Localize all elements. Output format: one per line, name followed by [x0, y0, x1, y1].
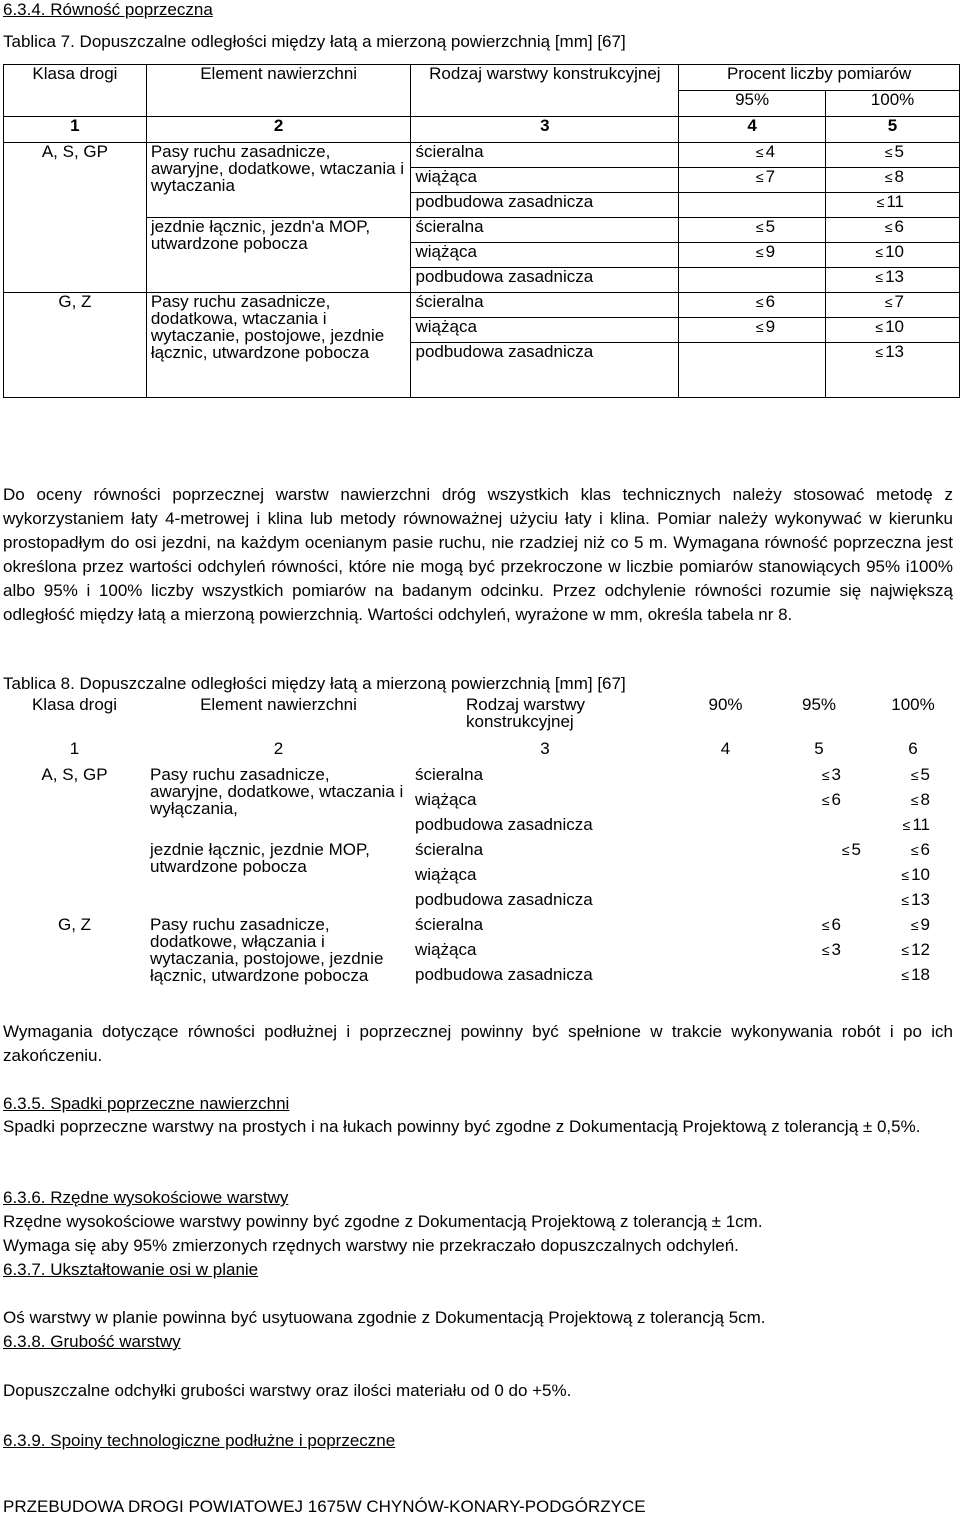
- t8-num-1: 1: [69, 739, 80, 758]
- t7-val95: ≤ 4: [679, 143, 826, 168]
- t7-val100: ≤ 10: [826, 318, 960, 343]
- t7-val100: ≤ 6: [826, 218, 960, 243]
- page-footer: PRZEBUDOWA DROGI POWIATOWEJ 1675W CHYNÓW-KONARY-PODGÓRZYCE: [3, 1497, 646, 1516]
- t8-layer: ścieralna: [415, 765, 484, 784]
- t7-val95: [679, 268, 826, 293]
- t8-klasa-a-s-gp: A, S, GP: [41, 765, 108, 784]
- t7-num-1: 1: [4, 117, 147, 143]
- t7-header-klasa: Klasa drogi: [4, 65, 147, 117]
- t8-val90: [679, 966, 772, 1014]
- t8-header-rodzaj: Rodzaj warstwy konstrukcyjnej: [466, 695, 586, 731]
- t8-val100: ≤ 11: [902, 815, 930, 834]
- t7-val100: ≤ 11: [826, 193, 960, 218]
- paragraph-grubosc: Dopuszczalne odchyłki grubości warstwy oraz ilości materiału od 0 do +5%.: [3, 1381, 572, 1400]
- t7-val100: ≤ 7: [826, 293, 960, 318]
- t8-header-klasa: Klasa drogi: [31, 695, 118, 714]
- t8-header-100: 100%: [891, 695, 935, 714]
- t7-val95: ≤ 9: [679, 318, 826, 343]
- table-7: [3, 64, 960, 398]
- t8-val95: ≤ 3: [821, 765, 841, 784]
- t8-val100: ≤ 18: [901, 965, 930, 984]
- t8-header-element: Element nawierzchni: [200, 695, 357, 714]
- t7-layer: wiążąca: [411, 243, 679, 268]
- t7-element-2: jezdnie łącznic, jezdn'a MOP, utwardzone pobocza: [146, 218, 411, 293]
- t7-val95: ≤ 7: [679, 168, 826, 193]
- t8-val100: ≤ 12: [901, 940, 930, 959]
- t8-val95: [772, 866, 866, 891]
- t7-layer: podbudowa zasadnicza: [411, 268, 679, 293]
- t8-val100: ≤ 10: [901, 865, 930, 884]
- t8-val90: [679, 816, 772, 841]
- t8-val100: ≤ 13: [901, 890, 930, 909]
- t8-val100: ≤ 5: [910, 765, 930, 784]
- section-635-heading: 6.3.5. Spadki poprzeczne nawierzchni: [3, 1094, 290, 1113]
- t8-num-5: 5: [814, 739, 824, 758]
- t8-num-3: 3: [540, 739, 550, 758]
- table-8: [3, 696, 960, 1014]
- t7-header-rodzaj: Rodzaj warstwy konstrukcyjnej: [411, 65, 679, 117]
- t8-val90: [679, 891, 772, 916]
- t7-layer: wiążąca: [411, 168, 679, 193]
- t7-klasa-a-s-gp: A, S, GP: [4, 143, 147, 293]
- t7-layer: ścieralna: [411, 218, 679, 243]
- section-637-heading: 6.3.7. Ukształtowanie osi w planie: [3, 1260, 259, 1279]
- t7-val95: [679, 193, 826, 218]
- t8-element-3: Pasy ruchu zasadnicze, dodatkowe, włączania i wytaczania, postojowe, jezdnie łącznic, utwardzone pobocza: [150, 915, 384, 985]
- paragraph-rzedne-1: Rzędne wysokościowe warstwy powinny być zgodne z Dokumentacją Projektową z tolerancją ± 1cm.: [3, 1212, 763, 1231]
- t7-num-2: 2: [146, 117, 411, 143]
- t8-val95: [772, 891, 866, 916]
- t7-num-5: 5: [826, 117, 960, 143]
- t8-klasa-g-z: G, Z: [57, 915, 92, 934]
- t8-num-2: 2: [273, 739, 284, 758]
- t7-val100: ≤ 13: [826, 343, 960, 398]
- t8-layer: ścieralna: [415, 840, 484, 859]
- t7-num-3: 3: [411, 117, 679, 143]
- t7-layer: podbudowa zasadnicza: [411, 193, 679, 218]
- t7-layer: wiążąca: [411, 318, 679, 343]
- t8-val95: ≤ 6: [821, 790, 841, 809]
- t7-val100: ≤ 13: [826, 268, 960, 293]
- t8-val95: ≤ 6: [821, 915, 841, 934]
- t7-header-95: 95%: [679, 91, 826, 117]
- table7-caption: Tablica 7. Dopuszczalne odległości między łatą a mierzoną powierzchnią [mm] [67]: [3, 32, 626, 51]
- t7-header-element: Element nawierzchni: [146, 65, 411, 117]
- t8-val90: [679, 841, 772, 866]
- t8-val90: [679, 866, 772, 891]
- t7-val95: [679, 343, 826, 398]
- t8-val90: [679, 916, 772, 941]
- paragraph-wymagania: Wymagania dotyczące równości podłużnej i poprzecznej powinny być spełnione w trakcie wykonywania robót i po ich zakończeniu.: [3, 1022, 953, 1065]
- paragraph-spadki: Spadki poprzeczne warstwy na prostych i na łukach powinny być zgodne z Dokumentacją Projektową z tolerancją ± 0,5%.: [3, 1117, 921, 1136]
- t8-val100: ≤ 8: [910, 790, 930, 809]
- t8-header-95: 95%: [801, 695, 837, 714]
- t8-layer: podbudowa zasadnicza: [415, 815, 593, 834]
- t7-header-procent: Procent liczby pomiarów: [679, 65, 960, 91]
- t7-val95: ≤ 9: [679, 243, 826, 268]
- t8-element-2: jezdnie łącznic, jezdnie MOP, utwardzone pobocza: [150, 840, 370, 876]
- t7-header-100: 100%: [826, 91, 960, 117]
- section-636-heading: 6.3.6. Rzędne wysokościowe warstwy: [3, 1188, 289, 1207]
- t7-layer: podbudowa zasadnicza: [411, 343, 679, 398]
- t7-element-1: Pasy ruchu zasadnicze, awaryjne, dodatkowe, wtaczania i wytaczania: [146, 143, 411, 218]
- t8-layer: wiążąca: [415, 790, 477, 809]
- t8-val90: [679, 791, 772, 816]
- t8-val95: [772, 816, 866, 841]
- t7-klasa-g-z: G, Z: [4, 293, 147, 398]
- t7-val95: ≤ 5: [679, 218, 826, 243]
- t8-val100: ≤ 9: [910, 915, 930, 934]
- t7-val95: ≤ 6: [679, 293, 826, 318]
- section-638-heading: 6.3.8. Grubość warstwy: [3, 1332, 181, 1351]
- t8-val90: [679, 941, 772, 966]
- t7-layer: ścieralna: [411, 143, 679, 168]
- t8-layer: podbudowa zasadnicza: [415, 890, 593, 909]
- t8-num-6: 6: [908, 739, 918, 758]
- t8-layer: ścieralna: [415, 915, 484, 934]
- t8-header-90: 90%: [708, 695, 743, 714]
- t7-val100: ≤ 10: [826, 243, 960, 268]
- t8-element-1: Pasy ruchu zasadnicze, awaryjne, dodatkowe, wtaczania i wyłączania,: [150, 765, 404, 818]
- t8-layer: wiążąca: [415, 940, 477, 959]
- section-639-heading: 6.3.9. Spoiny technologiczne podłużne i poprzeczne: [3, 1431, 396, 1450]
- table8-caption: Tablica 8. Dopuszczalne odległości między łatą a mierzoną powierzchnią [mm] [67]: [3, 674, 626, 693]
- paragraph-rzedne-2: Wymaga się aby 95% zmierzonych rzędnych warstwy nie przekraczało dopuszczalnych odchyleń.: [3, 1236, 739, 1255]
- t8-val95: [772, 966, 866, 1014]
- t8-val95: ≤ 3: [821, 940, 841, 959]
- t7-element-3: Pasy ruchu zasadnicze, dodatkowa, wtaczania i wytaczanie, postojowe, jezdnie łącznic, utwardzone pobocza: [146, 293, 411, 398]
- t8-layer: wiążąca: [415, 865, 477, 884]
- t8-layer: podbudowa zasadnicza: [415, 965, 593, 984]
- t7-val100: ≤ 8: [826, 168, 960, 193]
- paragraph-os: Oś warstwy w planie powinna być usytuowana zgodnie z Dokumentacją Projektową z tolerancją 5cm.: [3, 1308, 766, 1327]
- section-634-heading: 6.3.4. Równość poprzeczna: [3, 0, 213, 19]
- t7-val100: ≤ 5: [826, 143, 960, 168]
- t8-val90: [679, 766, 772, 791]
- t7-layer: ścieralna: [411, 293, 679, 318]
- paragraph-rownosc: Do oceny równości poprzecznej warstw nawierzchni dróg wszystkich klas technicznych należy stosować metodę z wykorzystaniem łaty 4-metrowej i klina lub metody równoważnej użyciu łaty i klina. Pomiar należy wykonywać w kierunku prostopadłym do osi jezdni, na każdym ocenianym pasie ruchu, nie rzadziej niż co 5 m. Wymagana równość poprzeczna jest określona przez wartości odchyleń równości, które nie mogą być przekroczone w liczbie pomiarów stanowiących 95% i100% albo 95% i 100% liczby wszystkich pomiarów na badanym odcinku. Przez odchylenie równości rozumie się największą odległość między łatą a mierzoną powierzchnią. Wartości odchyleń, wyrażone w mm, określa tabela nr 8.: [3, 485, 953, 624]
- t8-val100: ≤ 6: [910, 840, 930, 859]
- t8-val95: ≤ 5: [841, 840, 861, 859]
- t8-num-4: 4: [720, 739, 731, 758]
- t7-num-4: 4: [679, 117, 826, 143]
